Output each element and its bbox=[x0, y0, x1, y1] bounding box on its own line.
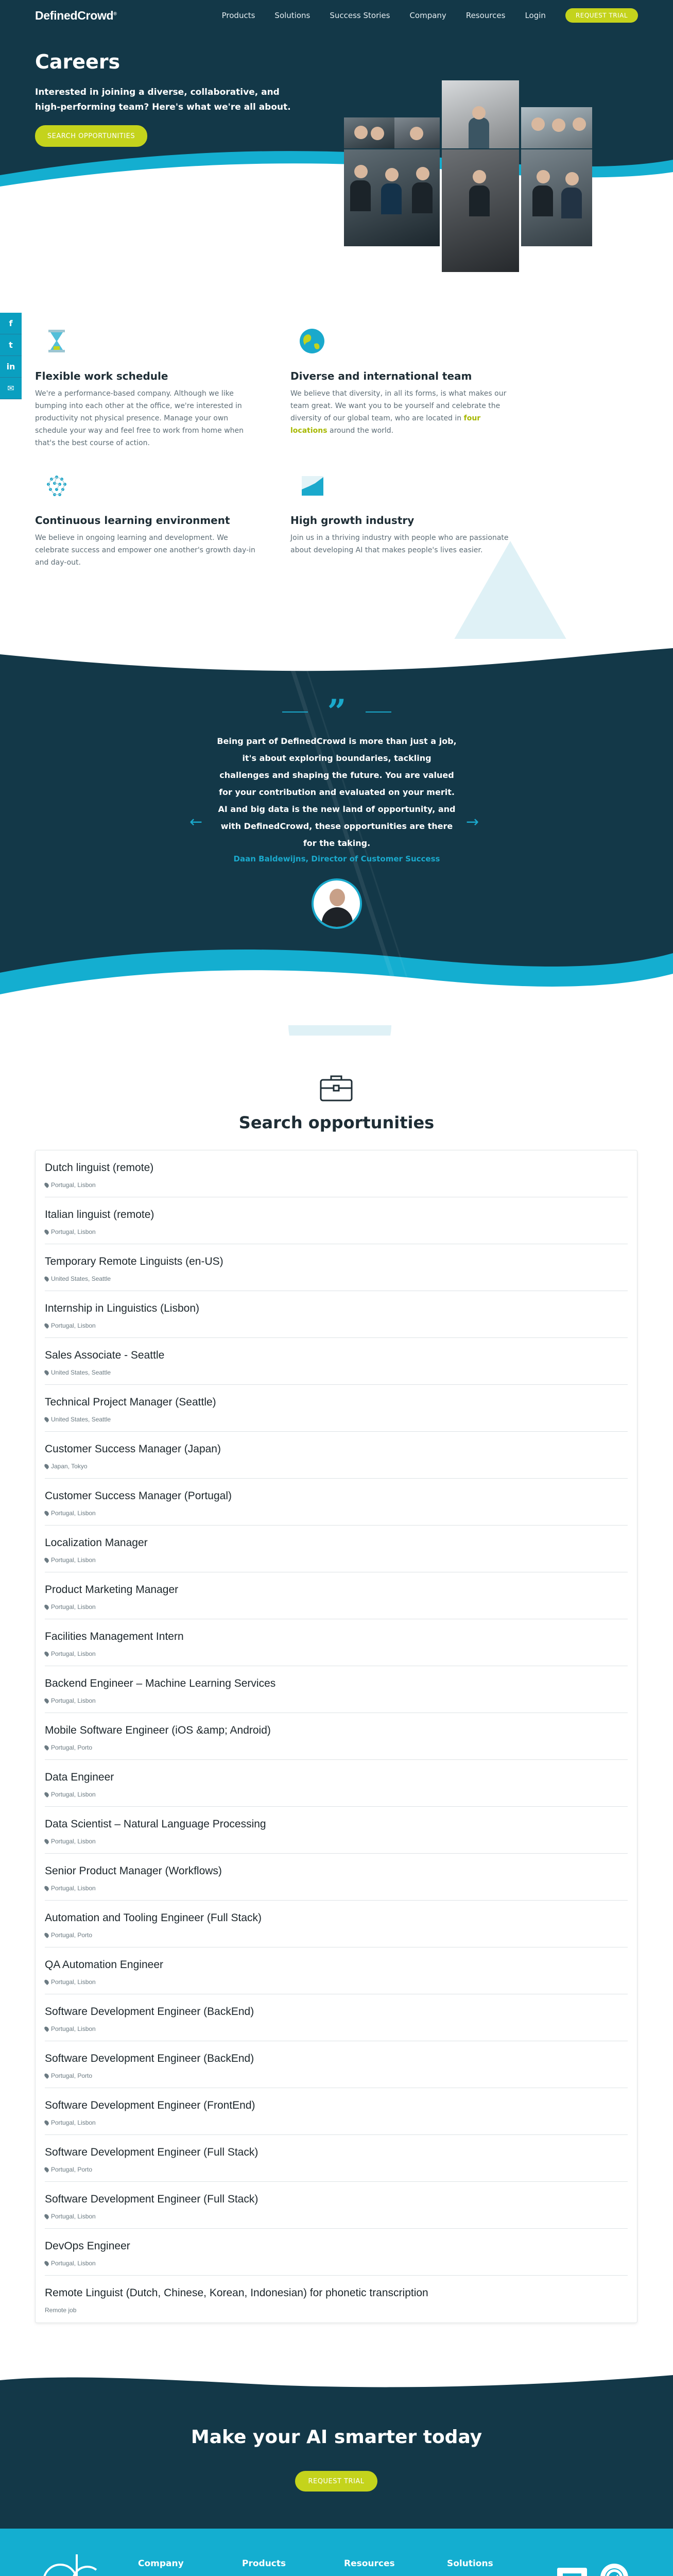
job-title[interactable]: Backend Engineer – Machine Learning Services bbox=[45, 1677, 276, 1689]
cta-section bbox=[0, 2365, 673, 2535]
job-list-item[interactable] bbox=[45, 1666, 628, 1713]
job-title[interactable]: Software Development Engineer (BackEnd) bbox=[45, 2053, 254, 2064]
job-location: Portugal, Lisbon bbox=[45, 2025, 628, 2032]
avatar bbox=[312, 878, 362, 929]
job-list-item[interactable] bbox=[45, 1244, 628, 1291]
job-list-item[interactable] bbox=[45, 1291, 628, 1338]
location-pin-icon bbox=[43, 1744, 49, 1751]
job-title[interactable]: Temporary Remote Linguists (en-US) bbox=[45, 1256, 223, 1267]
nav-item-products[interactable]: Products bbox=[221, 11, 255, 20]
facebook-icon[interactable]: f bbox=[0, 313, 22, 334]
job-list bbox=[35, 1150, 637, 2323]
location-pin-icon bbox=[43, 1557, 49, 1563]
job-location: Portugal, Lisbon bbox=[45, 2213, 628, 2220]
job-location: Portugal, Lisbon bbox=[45, 1697, 628, 1704]
hourglass-icon bbox=[41, 326, 72, 357]
location-pin-icon bbox=[43, 1838, 49, 1844]
location-pin-icon bbox=[43, 1604, 49, 1610]
certification-seal-icon bbox=[600, 2564, 628, 2576]
twitter-icon[interactable]: t bbox=[0, 334, 22, 356]
cta-top-wave bbox=[0, 2365, 673, 2406]
job-location: Portugal, Lisbon bbox=[45, 2260, 628, 2267]
job-list-item[interactable] bbox=[45, 2088, 628, 2135]
job-location: Portugal, Porto bbox=[45, 1931, 628, 1939]
job-list-item[interactable] bbox=[45, 1807, 628, 1854]
job-location: Portugal, Lisbon bbox=[45, 1228, 628, 1235]
location-pin-icon bbox=[43, 1932, 49, 1938]
job-location: United States, Seattle bbox=[45, 1275, 628, 1282]
job-list-item[interactable] bbox=[45, 1572, 628, 1619]
top-nav bbox=[0, 0, 673, 31]
team-photo bbox=[442, 149, 519, 272]
location-pin-icon bbox=[43, 1510, 49, 1516]
briefcase-icon bbox=[318, 1073, 354, 1103]
linkedin-icon[interactable]: in bbox=[0, 356, 22, 378]
job-location: Portugal, Lisbon bbox=[45, 1510, 628, 1517]
feature-title: Continuous learning environment bbox=[35, 514, 230, 527]
job-title[interactable]: Automation and Tooling Engineer (Full Stack) bbox=[45, 1912, 262, 1924]
cta-request-trial-button[interactable]: REQUEST TRIAL bbox=[295, 2471, 377, 2492]
team-photo bbox=[344, 117, 394, 148]
feature-title: Flexible work schedule bbox=[35, 370, 168, 382]
job-list-item[interactable] bbox=[45, 1150, 628, 1197]
location-pin-icon bbox=[43, 1323, 49, 1329]
job-title[interactable]: Product Marketing Manager bbox=[45, 1584, 179, 1596]
page-title: Careers bbox=[35, 50, 120, 73]
job-location: Portugal, Porto bbox=[45, 2166, 628, 2173]
job-list-item[interactable] bbox=[45, 1619, 628, 1666]
job-list-item[interactable] bbox=[45, 1338, 628, 1385]
nav-item-solutions[interactable]: Solutions bbox=[274, 11, 310, 20]
nav-menu bbox=[222, 8, 638, 23]
job-list-item[interactable] bbox=[45, 1479, 628, 1526]
four-locations-link[interactable]: four locations bbox=[290, 414, 481, 435]
footer bbox=[0, 2529, 673, 2576]
search-opportunities-title: Search opportunities bbox=[238, 1113, 435, 1132]
brand-logo[interactable]: DefinedCrowd® bbox=[35, 8, 117, 22]
team-photo bbox=[344, 149, 440, 246]
job-location: Remote job bbox=[45, 2307, 77, 2314]
team-photo bbox=[521, 149, 592, 246]
footer-logo[interactable] bbox=[39, 2549, 100, 2576]
location-pin-icon bbox=[43, 1182, 49, 1188]
footer-column-company: Company bbox=[138, 2558, 184, 2569]
job-list-item[interactable] bbox=[45, 1854, 628, 1901]
location-pin-icon bbox=[43, 1885, 49, 1891]
location-pin-icon bbox=[43, 2260, 49, 2266]
feature-text: We're a performance-based company. Although we like bumping into each other at the office, we're interested in productivity not physical presence. Manage your own schedule your way and feel free to work from home when that's the best course of action. bbox=[35, 389, 244, 447]
feature-learning bbox=[35, 470, 262, 569]
job-list-item[interactable] bbox=[45, 1994, 628, 2041]
testimonial-section bbox=[0, 639, 673, 1036]
location-pin-icon bbox=[43, 2120, 49, 2126]
decorative-triangle bbox=[448, 541, 572, 649]
job-location: Portugal, Lisbon bbox=[45, 1556, 628, 1564]
feature-high-growth bbox=[290, 470, 517, 556]
location-pin-icon bbox=[43, 1416, 49, 1422]
location-pin-icon bbox=[43, 2073, 49, 2079]
job-title[interactable]: Localization Manager bbox=[45, 1537, 148, 1549]
email-icon[interactable]: ✉ bbox=[0, 378, 22, 399]
job-list-item[interactable] bbox=[45, 2182, 628, 2229]
job-title[interactable]: Software Development Engineer (Full Stack) bbox=[45, 2193, 258, 2205]
footer-column-products: Products bbox=[242, 2558, 286, 2569]
job-location: Portugal, Lisbon bbox=[45, 1838, 628, 1845]
next-arrow-icon[interactable]: → bbox=[466, 813, 479, 831]
team-photo-collage bbox=[344, 80, 617, 272]
growth-chart-icon bbox=[297, 470, 327, 501]
job-list-item[interactable] bbox=[45, 1385, 628, 1432]
job-location: United States, Seattle bbox=[45, 1416, 628, 1423]
feature-diverse-team bbox=[290, 326, 517, 437]
feature-flexible-schedule bbox=[35, 326, 262, 449]
social-share-bar bbox=[0, 313, 22, 399]
feature-title: Diverse and international team bbox=[290, 370, 472, 382]
job-location: United States, Seattle bbox=[45, 1369, 628, 1376]
job-title[interactable]: Senior Product Manager (Workflows) bbox=[45, 1865, 222, 1877]
job-list-item[interactable] bbox=[45, 1713, 628, 1760]
job-title[interactable]: Internship in Linguistics (Lisbon) bbox=[45, 1302, 199, 1314]
job-location: Portugal, Porto bbox=[45, 2072, 628, 2079]
location-pin-icon bbox=[43, 1276, 49, 1282]
location-pin-icon bbox=[43, 1369, 49, 1376]
job-title[interactable]: Software Development Engineer (FrontEnd) bbox=[45, 2099, 255, 2111]
job-title[interactable]: Italian linguist (remote) bbox=[45, 1209, 154, 1221]
job-title[interactable]: Technical Project Manager (Seattle) bbox=[45, 1396, 216, 1408]
job-list-item[interactable] bbox=[45, 1760, 628, 1807]
nav-item-company[interactable]: Company bbox=[409, 11, 446, 20]
job-title[interactable]: Customer Success Manager (Portugal) bbox=[45, 1490, 232, 1502]
footer-column-solutions: Solutions bbox=[447, 2558, 493, 2569]
job-location: Portugal, Lisbon bbox=[45, 1791, 628, 1798]
location-pin-icon bbox=[43, 2166, 49, 2173]
job-location: Portugal, Porto bbox=[45, 1744, 628, 1751]
job-title[interactable]: Remote Linguist (Dutch, Chinese, Korean, Indonesian) for phonetic transcription bbox=[45, 2287, 428, 2299]
job-list-item[interactable] bbox=[45, 2229, 628, 2276]
location-pin-icon bbox=[43, 1463, 49, 1469]
feature-title: High growth industry bbox=[290, 514, 415, 527]
job-list-item[interactable] bbox=[45, 1432, 628, 1479]
brain-icon bbox=[41, 470, 72, 501]
job-title[interactable]: Data Engineer bbox=[45, 1771, 114, 1783]
quote-ornament bbox=[282, 692, 391, 731]
feature-text: We believe that diversity, in all its forms, is what makes our team great. We want you to be yourself and celebrate the diversity of our global team, who are located in four locations around the world. bbox=[290, 389, 507, 435]
job-list-item[interactable] bbox=[45, 1526, 628, 1572]
job-title[interactable]: Customer Success Manager (Japan) bbox=[45, 1443, 221, 1455]
job-location: Japan, Tokyo bbox=[45, 1463, 628, 1470]
location-pin-icon bbox=[43, 1651, 49, 1657]
job-title[interactable]: Dutch linguist (remote) bbox=[45, 1162, 154, 1174]
location-pin-icon bbox=[43, 1979, 49, 1985]
job-location: Portugal, Lisbon bbox=[45, 1603, 628, 1611]
job-list-item[interactable] bbox=[45, 1197, 628, 1244]
job-list-item[interactable] bbox=[45, 2041, 628, 2088]
feature-text: Join us in a thriving industry with people who are passionate about developing AI that makes people's lives easier. bbox=[290, 534, 509, 554]
globe-icon bbox=[297, 326, 327, 357]
hero-subtitle: Interested in joining a diverse, collaborative, and high-performing team? Here's what we're all about. bbox=[35, 87, 291, 112]
testimonial-author: Daan Baldewijns, Director of Customer Success bbox=[233, 854, 440, 863]
job-location: Portugal, Lisbon bbox=[45, 1650, 628, 1657]
job-title[interactable]: Mobile Software Engineer (iOS &amp; Android) bbox=[45, 1724, 271, 1736]
job-title[interactable]: Software Development Engineer (Full Stack) bbox=[45, 2146, 258, 2158]
quote-icon: ” bbox=[327, 692, 347, 731]
previous-arrow-icon[interactable]: ← bbox=[189, 813, 203, 831]
feature-text: We believe in ongoing learning and development. We celebrate success and empower one another's growth day-in and day-out. bbox=[35, 534, 255, 567]
location-pin-icon bbox=[43, 1229, 49, 1235]
job-title[interactable]: Data Scientist – Natural Language Processing bbox=[45, 1818, 266, 1830]
location-pin-icon bbox=[43, 1791, 49, 1798]
job-title[interactable]: DevOps Engineer bbox=[45, 2240, 130, 2252]
office-photo bbox=[442, 80, 519, 148]
footer-column-resources: Resources bbox=[344, 2558, 395, 2569]
search-opportunities-button[interactable]: SEARCH OPPORTUNITIES bbox=[35, 125, 147, 147]
nav-item-login[interactable]: Login bbox=[525, 11, 546, 20]
testimonial-quote: Being part of DefinedCrowd is more than just a job, it's about exploring boundaries, tackling challenges and shaping the future. You are valued for your contribution and evaluated on your merit. AI and big data is the new land of opportunity, and with DefinedCrowd, these opportunities are there for the taking. bbox=[217, 736, 457, 848]
job-title[interactable]: Software Development Engineer (BackEnd) bbox=[45, 2006, 254, 2018]
job-title[interactable]: Sales Associate - Seattle bbox=[45, 1349, 165, 1361]
job-list-item[interactable] bbox=[45, 2276, 628, 2323]
job-list-item[interactable] bbox=[45, 1901, 628, 1947]
job-title[interactable]: Facilities Management Intern bbox=[45, 1631, 184, 1642]
job-title[interactable]: QA Automation Engineer bbox=[45, 1959, 163, 1971]
job-list-item[interactable] bbox=[45, 1947, 628, 1994]
job-location: Portugal, Lisbon bbox=[45, 1181, 628, 1189]
location-pin-icon bbox=[43, 1698, 49, 1704]
job-location: Portugal, Lisbon bbox=[45, 2119, 628, 2126]
job-location: Portugal, Lisbon bbox=[45, 1885, 628, 1892]
nav-item-resources[interactable]: Resources bbox=[465, 11, 506, 20]
team-photo bbox=[521, 107, 592, 148]
location-pin-icon bbox=[43, 2026, 49, 2032]
award-badge-icon bbox=[557, 2568, 587, 2576]
job-location: Portugal, Lisbon bbox=[45, 1322, 628, 1329]
job-list-item[interactable] bbox=[45, 2135, 628, 2182]
location-pin-icon bbox=[43, 2213, 49, 2219]
team-photo bbox=[394, 117, 440, 148]
request-trial-button[interactable]: REQUEST TRIAL bbox=[565, 8, 638, 23]
nav-item-success-stories[interactable]: Success Stories bbox=[330, 11, 390, 20]
cta-title: Make your AI smarter today bbox=[191, 2427, 482, 2448]
job-location: Portugal, Lisbon bbox=[45, 1978, 628, 1986]
